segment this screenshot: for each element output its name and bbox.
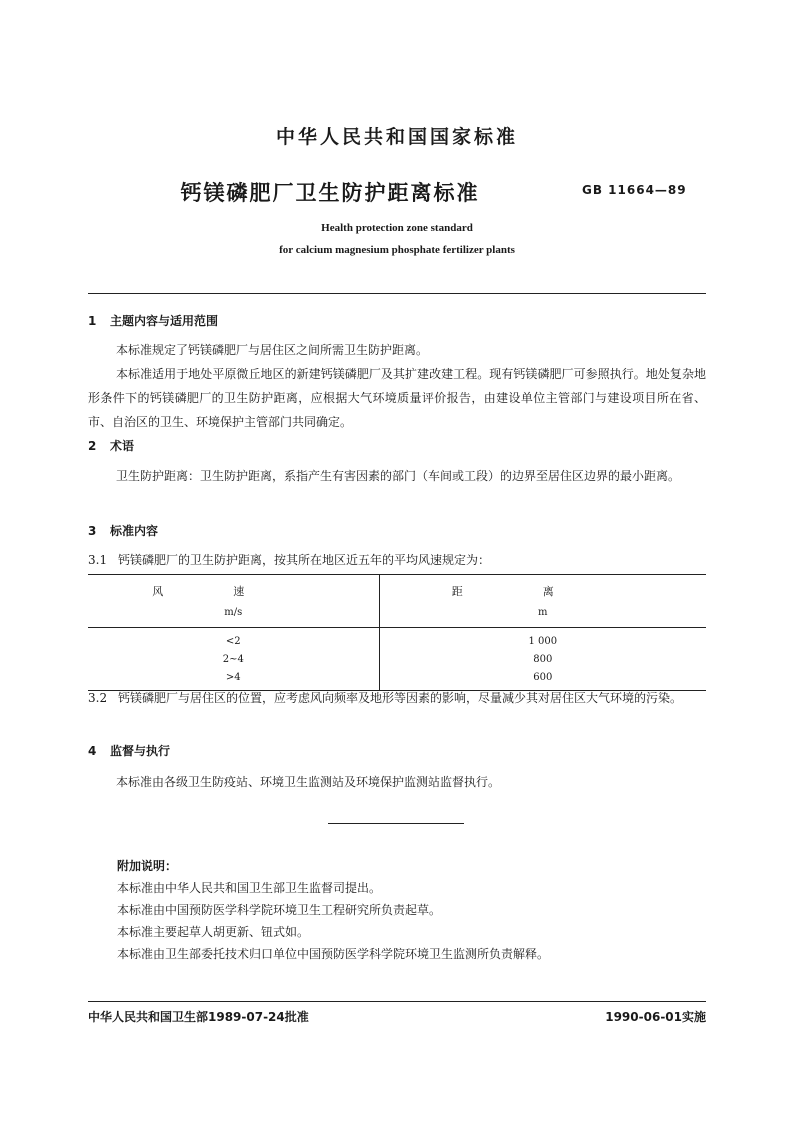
section-4-heading [88, 742, 170, 759]
section-3-heading [88, 522, 158, 539]
section-number: 3 [88, 524, 97, 538]
issuer-title: 中华人民共和国国家标准 [275, 126, 518, 148]
doc-title: 钙镁磷肥厂卫生防护距离标准 [180, 181, 480, 205]
header-rule [88, 293, 706, 294]
clause-3-1 [88, 548, 706, 572]
english-title-line1: Health protection zone standard [321, 222, 473, 234]
section-title: 标准内容 [110, 524, 159, 538]
section-2-heading [88, 437, 134, 454]
cell-speed: <2 [88, 628, 379, 651]
section-number: 2 [88, 439, 97, 453]
section-1-para-2: 本标准适用于地处平原微丘地区的新建钙镁磷肥厂及其扩建改建工程。现有钙镁磷肥厂可参照执行。地处复杂地形条件下的钙镁磷肥厂的卫生防护距离，应根据大气环境质量评价报告，由建设单位主管部门与建设项目所在省、市、自治区的卫生、环境保护主管部门共同确定。 [88, 367, 706, 429]
col-header-distance: 距离 [451, 585, 634, 598]
english-title-line2: for calcium magnesium phosphate fertilizer plants [279, 244, 515, 256]
section-number: 4 [88, 744, 97, 758]
section-title: 术语 [110, 439, 135, 453]
note-line: 本标准由中华人民共和国卫生部卫生监督司提出。 [117, 881, 382, 895]
section-title: 主题内容与适用范围 [110, 314, 219, 328]
col-unit-wind-speed: m/s [88, 601, 379, 628]
standard-code: GB 11664—89 [582, 183, 687, 197]
note-line: 本标准由卫生部委托技术归口单位中国预防医学科学院环境卫生监测所负责解释。 [117, 947, 550, 961]
end-rule [328, 823, 464, 824]
table-row [88, 650, 706, 668]
effective-date: 1990-06-01实施 [605, 1010, 706, 1024]
clause-3-2 [88, 686, 706, 710]
cell-distance: 1 000 [528, 635, 558, 647]
cell-distance: 600 [533, 671, 553, 683]
section-title: 监督与执行 [110, 744, 171, 758]
col-header-wind-speed: 风速 [88, 575, 379, 602]
col-unit-distance: m [379, 601, 706, 628]
footer-rule [88, 1001, 706, 1002]
note-line: 本标准主要起草人胡更新、钮式如。 [117, 925, 310, 939]
section-number: 1 [88, 314, 97, 328]
wind-speed-distance-table [88, 574, 706, 691]
section-1-heading [88, 312, 218, 329]
cell-speed: 2~4 [88, 650, 379, 668]
note-line: 本标准由中国预防医学科学院环境卫生工程研究所负责起草。 [117, 903, 442, 917]
clause-number: 3.1 [88, 553, 108, 567]
cell-speed: >4 [88, 668, 379, 691]
table-row [88, 628, 706, 651]
notes-title: 附加说明： [117, 859, 178, 873]
section-1-para-1: 本标准规定了钙镁磷肥厂与居住区之间所需卫生防护距离。 [116, 343, 429, 357]
clause-text: 钙镁磷肥厂与居住区的位置，应考虑风向频率及地形等因素的影响，尽量减少其对居住区大气环境的污染。 [118, 691, 683, 705]
section-4-para-1: 本标准由各级卫生防疫站、环境卫生监测站及环境保护监测站监督执行。 [116, 775, 501, 789]
clause-text: 钙镁磷肥厂的卫生防护距离，按其所在地区近五年的平均风速规定为： [118, 553, 491, 567]
approval-date: 中华人民共和国卫生部1989-07-24批准 [88, 1010, 309, 1024]
cell-distance: 800 [533, 653, 553, 665]
section-2-para-1: 卫生防护距离：卫生防护距离，系指产生有害因素的部门（车间或工段）的边界至居住区边界的最小距离。 [116, 469, 681, 483]
clause-number: 3.2 [88, 691, 108, 705]
